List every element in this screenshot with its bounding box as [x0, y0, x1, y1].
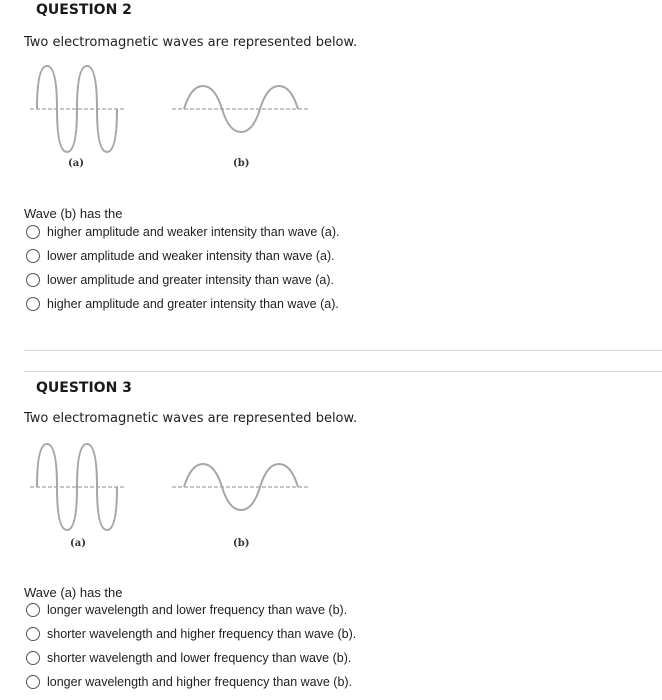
question-2-prompt: Two electromagnetic waves are represented below.	[24, 35, 358, 50]
option-label: lower amplitude and greater intensity than wave (a).	[47, 273, 334, 287]
question-3-option-4[interactable]	[26, 670, 356, 694]
radio-button-icon[interactable]	[26, 627, 40, 641]
section-divider	[24, 350, 662, 351]
option-label: shorter wavelength and lower frequency than wave (b).	[47, 651, 352, 665]
radio-button-icon[interactable]	[26, 249, 40, 263]
option-label: longer wavelength and lower frequency than wave (b).	[47, 603, 348, 617]
question-3-options	[26, 598, 356, 694]
question-2-wave-figure	[0, 60, 320, 180]
radio-button-icon[interactable]	[26, 675, 40, 689]
wave-b-label: (b)	[233, 538, 250, 549]
option-label: higher amplitude and greater intensity than wave (a).	[47, 297, 339, 311]
question-3-title: QUESTION 3	[36, 380, 132, 396]
wave-diagram	[0, 438, 320, 558]
question-2-option-1[interactable]	[26, 220, 340, 244]
radio-button-icon[interactable]	[26, 297, 40, 311]
radio-button-icon[interactable]	[26, 603, 40, 617]
radio-button-icon[interactable]	[26, 273, 40, 287]
question-3-stem: Wave (a) has the	[24, 585, 123, 600]
wave-a-label: (a)	[68, 158, 84, 169]
radio-button-icon[interactable]	[26, 651, 40, 665]
wave-a-label: (a)	[70, 538, 86, 549]
option-label: lower amplitude and weaker intensity than wave (a).	[47, 249, 335, 263]
option-label: higher amplitude and weaker intensity than wave (a).	[47, 225, 340, 239]
question-3-wave-figure	[0, 438, 320, 558]
question-3-prompt: Two electromagnetic waves are represented below.	[24, 411, 358, 426]
option-label: shorter wavelength and higher frequency than wave (b).	[47, 627, 357, 641]
question-2-option-4[interactable]	[26, 292, 340, 316]
question-2-stem: Wave (b) has the	[24, 206, 123, 221]
question-2-title: QUESTION 2	[36, 2, 132, 18]
question-2-option-3[interactable]	[26, 268, 340, 292]
section-divider	[24, 371, 662, 372]
wave-b-label: (b)	[233, 158, 250, 169]
wave-diagram	[0, 60, 320, 180]
option-label: longer wavelength and higher frequency than wave (b).	[47, 675, 353, 689]
question-3-option-2[interactable]	[26, 622, 356, 646]
question-3-option-3[interactable]	[26, 646, 356, 670]
question-3-option-1[interactable]	[26, 598, 356, 622]
question-2-option-2[interactable]	[26, 244, 340, 268]
question-2-options	[26, 220, 340, 316]
radio-button-icon[interactable]	[26, 225, 40, 239]
